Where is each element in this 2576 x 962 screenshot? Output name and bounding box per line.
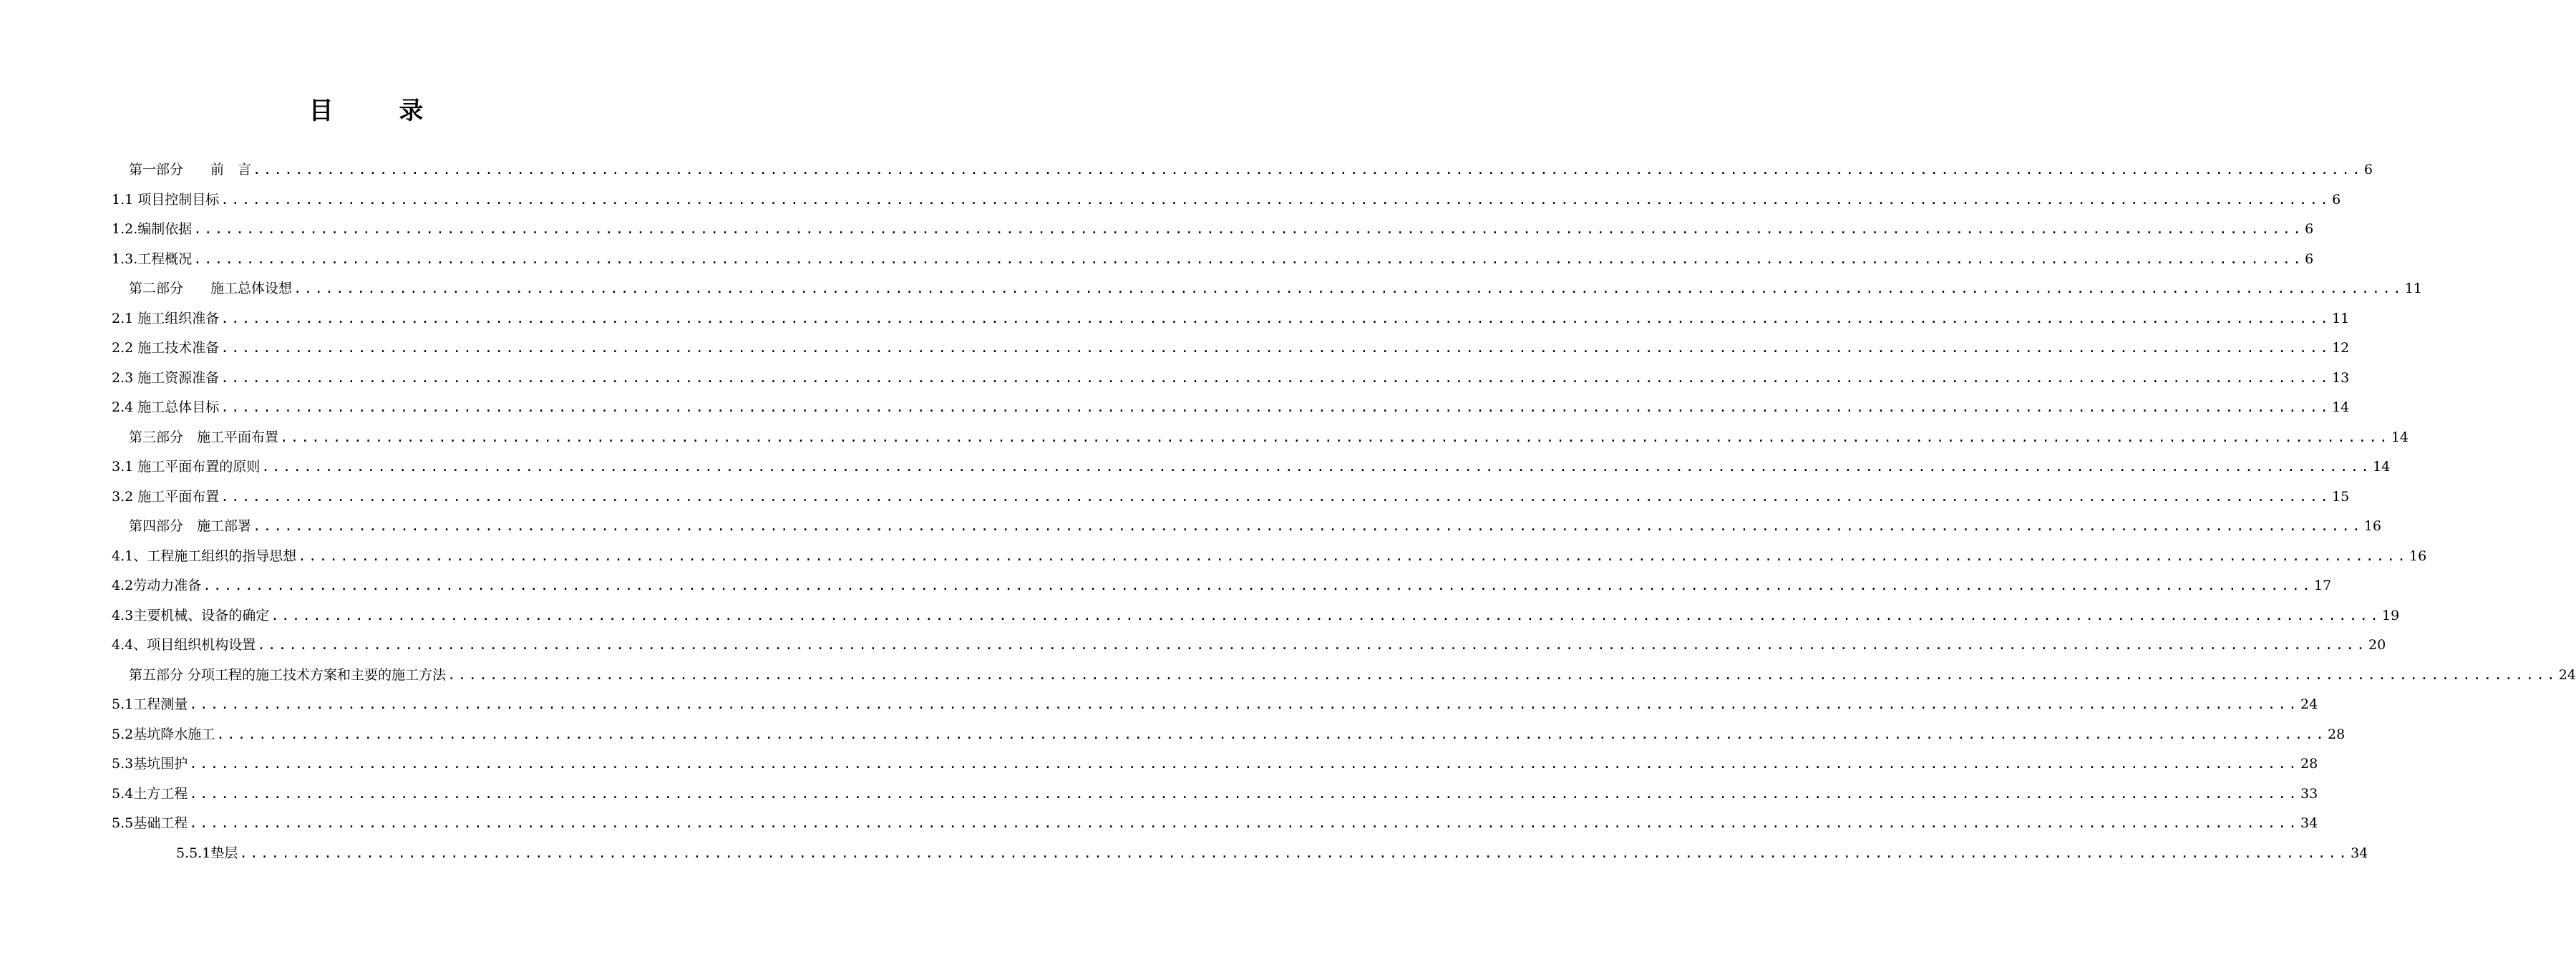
toc-entry[interactable]	[112, 449, 2391, 477]
toc-page-number: 16	[2363, 518, 2381, 534]
toc-entry[interactable]	[112, 746, 2318, 774]
toc-leader-dots: ........................................................................................................................................................................................................	[189, 785, 2300, 802]
toc-page-number: 24	[2300, 696, 2318, 712]
toc-page-number: 17	[2314, 578, 2332, 593]
toc-entry-title: 第二部分 施工总体设想	[129, 281, 293, 296]
toc-entry[interactable]	[129, 657, 2576, 686]
toc-entry[interactable]	[176, 835, 2368, 864]
toc-page-number: 34	[2351, 845, 2368, 861]
toc-entry[interactable]	[129, 508, 2381, 537]
toc-entry-title: 4.4、项目组织机构设置	[112, 637, 256, 653]
toc-page-number: 14	[2391, 429, 2409, 445]
toc-page-number: 11	[2332, 310, 2350, 326]
toc-leader-dots: ........................................................................................................................................................................................................	[257, 637, 2368, 653]
toc-entry[interactable]	[112, 568, 2332, 596]
toc-entry[interactable]	[112, 182, 2341, 210]
toc-page-number: 12	[2332, 340, 2350, 356]
toc-entry[interactable]	[112, 776, 2318, 805]
toc-leader-dots: ........................................................................................................................................................................................................	[253, 162, 2363, 178]
toc-entry-title: 2.2 施工技术准备	[112, 340, 220, 356]
toc-entry[interactable]	[112, 241, 2314, 270]
toc-entry-title: 1.1 项目控制目标	[112, 191, 220, 208]
toc-entry[interactable]	[112, 479, 2350, 507]
toc-entry-title: 5.5.1垫层	[176, 845, 238, 861]
toc-entry[interactable]	[112, 389, 2350, 418]
toc-entry-title: 2.4 施工总体目标	[112, 399, 220, 415]
toc-entry-title: 5.4土方工程	[112, 785, 188, 802]
toc-page-number: 28	[2300, 756, 2318, 772]
toc-leader-dots: ........................................................................................................................................................................................................	[447, 666, 2557, 683]
toc-entry-title: 1.3.工程概况	[112, 251, 193, 267]
toc-entry[interactable]	[112, 301, 2350, 329]
toc-page-number: 34	[2300, 815, 2318, 831]
toc-entry[interactable]	[129, 152, 2373, 180]
toc-leader-dots: ........................................................................................................................................................................................................	[189, 815, 2300, 831]
toc-entry[interactable]	[112, 211, 2314, 240]
toc-entry-title: 第一部分 前 言	[129, 162, 252, 178]
toc-leader-dots: ........................................................................................................................................................................................................	[261, 459, 2372, 475]
toc-entry[interactable]	[112, 538, 2427, 567]
toc-entry[interactable]	[112, 627, 2386, 656]
toc-page-number: 6	[2305, 221, 2314, 237]
toc-leader-dots: ........................................................................................................................................................................................................	[220, 369, 2331, 386]
toc-entry[interactable]	[112, 686, 2318, 715]
toc-leader-dots: ........................................................................................................................................................................................................	[220, 488, 2331, 505]
toc-entry-title: 5.5基础工程	[112, 815, 188, 831]
toc-page-number: 6	[2305, 251, 2314, 267]
toc-leader-dots: ........................................................................................................................................................................................................	[216, 726, 2327, 742]
toc-leader-dots: ........................................................................................................................................................................................................	[298, 548, 2409, 564]
toc-entry-title: 第五部分 分项工程的施工技术方案和主要的施工方法	[129, 666, 447, 683]
toc-leader-dots: ........................................................................................................................................................................................................	[293, 281, 2404, 296]
toc-entry[interactable]	[112, 598, 2400, 626]
toc-leader-dots: ........................................................................................................................................................................................................	[271, 607, 2381, 623]
toc-page-number: 6	[2332, 191, 2341, 208]
toc-page-number: 28	[2328, 726, 2346, 742]
toc-leader-dots: ........................................................................................................................................................................................................	[220, 310, 2331, 326]
toc-entry-title: 第三部分 施工平面布置	[129, 429, 279, 445]
toc-entry[interactable]	[112, 805, 2318, 834]
toc-leader-dots: ........................................................................................................................................................................................................	[220, 340, 2331, 356]
toc-entry-title: 3.1 施工平面布置的原则	[112, 459, 261, 475]
toc-entry-title: 第四部分 施工部署	[129, 518, 252, 534]
toc-leader-dots: ........................................................................................................................................................................................................	[220, 399, 2331, 415]
toc-entry[interactable]	[112, 330, 2350, 359]
toc-leader-dots: ........................................................................................................................................................................................................	[193, 251, 2304, 267]
toc-entry-title: 4.1、工程施工组织的指导思想	[112, 548, 297, 564]
toc-page-number: 13	[2332, 369, 2350, 386]
toc-page-number: 6	[2363, 162, 2373, 178]
toc-entry-title: 5.3基坑围护	[112, 756, 188, 772]
toc-entry-title: 4.3主要机械、设备的确定	[112, 607, 270, 623]
toc-leader-dots: ........................................................................................................................................................................................................	[239, 845, 2350, 861]
toc-entry-title: 1.2.编制依据	[112, 221, 193, 237]
toc-page-number: 14	[2332, 399, 2350, 415]
toc-leader-dots: ........................................................................................................................................................................................................	[203, 578, 2313, 593]
toc-entry[interactable]	[112, 716, 2346, 745]
toc-entry-title: 5.2基坑降水施工	[112, 726, 215, 742]
toc-page-number: 19	[2382, 607, 2400, 623]
toc-entry-title: 2.3 施工资源准备	[112, 369, 220, 386]
toc-page-number: 20	[2368, 637, 2386, 653]
toc-entry-title: 3.2 施工平面布置	[112, 488, 220, 505]
toc-entry[interactable]	[129, 271, 2422, 299]
toc-page-number: 24	[2558, 666, 2576, 683]
toc-page-number: 11	[2404, 281, 2422, 296]
toc-entry-title: 2.1 施工组织准备	[112, 310, 220, 326]
page-title: 目 录	[308, 97, 452, 125]
toc-entry-title: 5.1工程测量	[112, 696, 188, 712]
toc-leader-dots: ........................................................................................................................................................................................................	[189, 756, 2300, 772]
toc-entry[interactable]	[129, 419, 2409, 448]
toc-leader-dots: ........................................................................................................................................................................................................	[189, 696, 2300, 712]
toc-page-number: 14	[2373, 459, 2391, 475]
toc-leader-dots: ........................................................................................................................................................................................................	[220, 191, 2331, 208]
toc-entry[interactable]	[112, 360, 2350, 389]
toc-page-number: 16	[2409, 548, 2427, 564]
toc-page-number: 15	[2332, 488, 2350, 505]
toc-leader-dots: ........................................................................................................................................................................................................	[253, 518, 2363, 534]
toc-leader-dots: ........................................................................................................................................................................................................	[280, 429, 2390, 445]
toc-page-number: 33	[2300, 785, 2318, 802]
toc-leader-dots: ........................................................................................................................................................................................................	[193, 221, 2304, 237]
toc-entry-title: 4.2劳动力准备	[112, 578, 202, 593]
